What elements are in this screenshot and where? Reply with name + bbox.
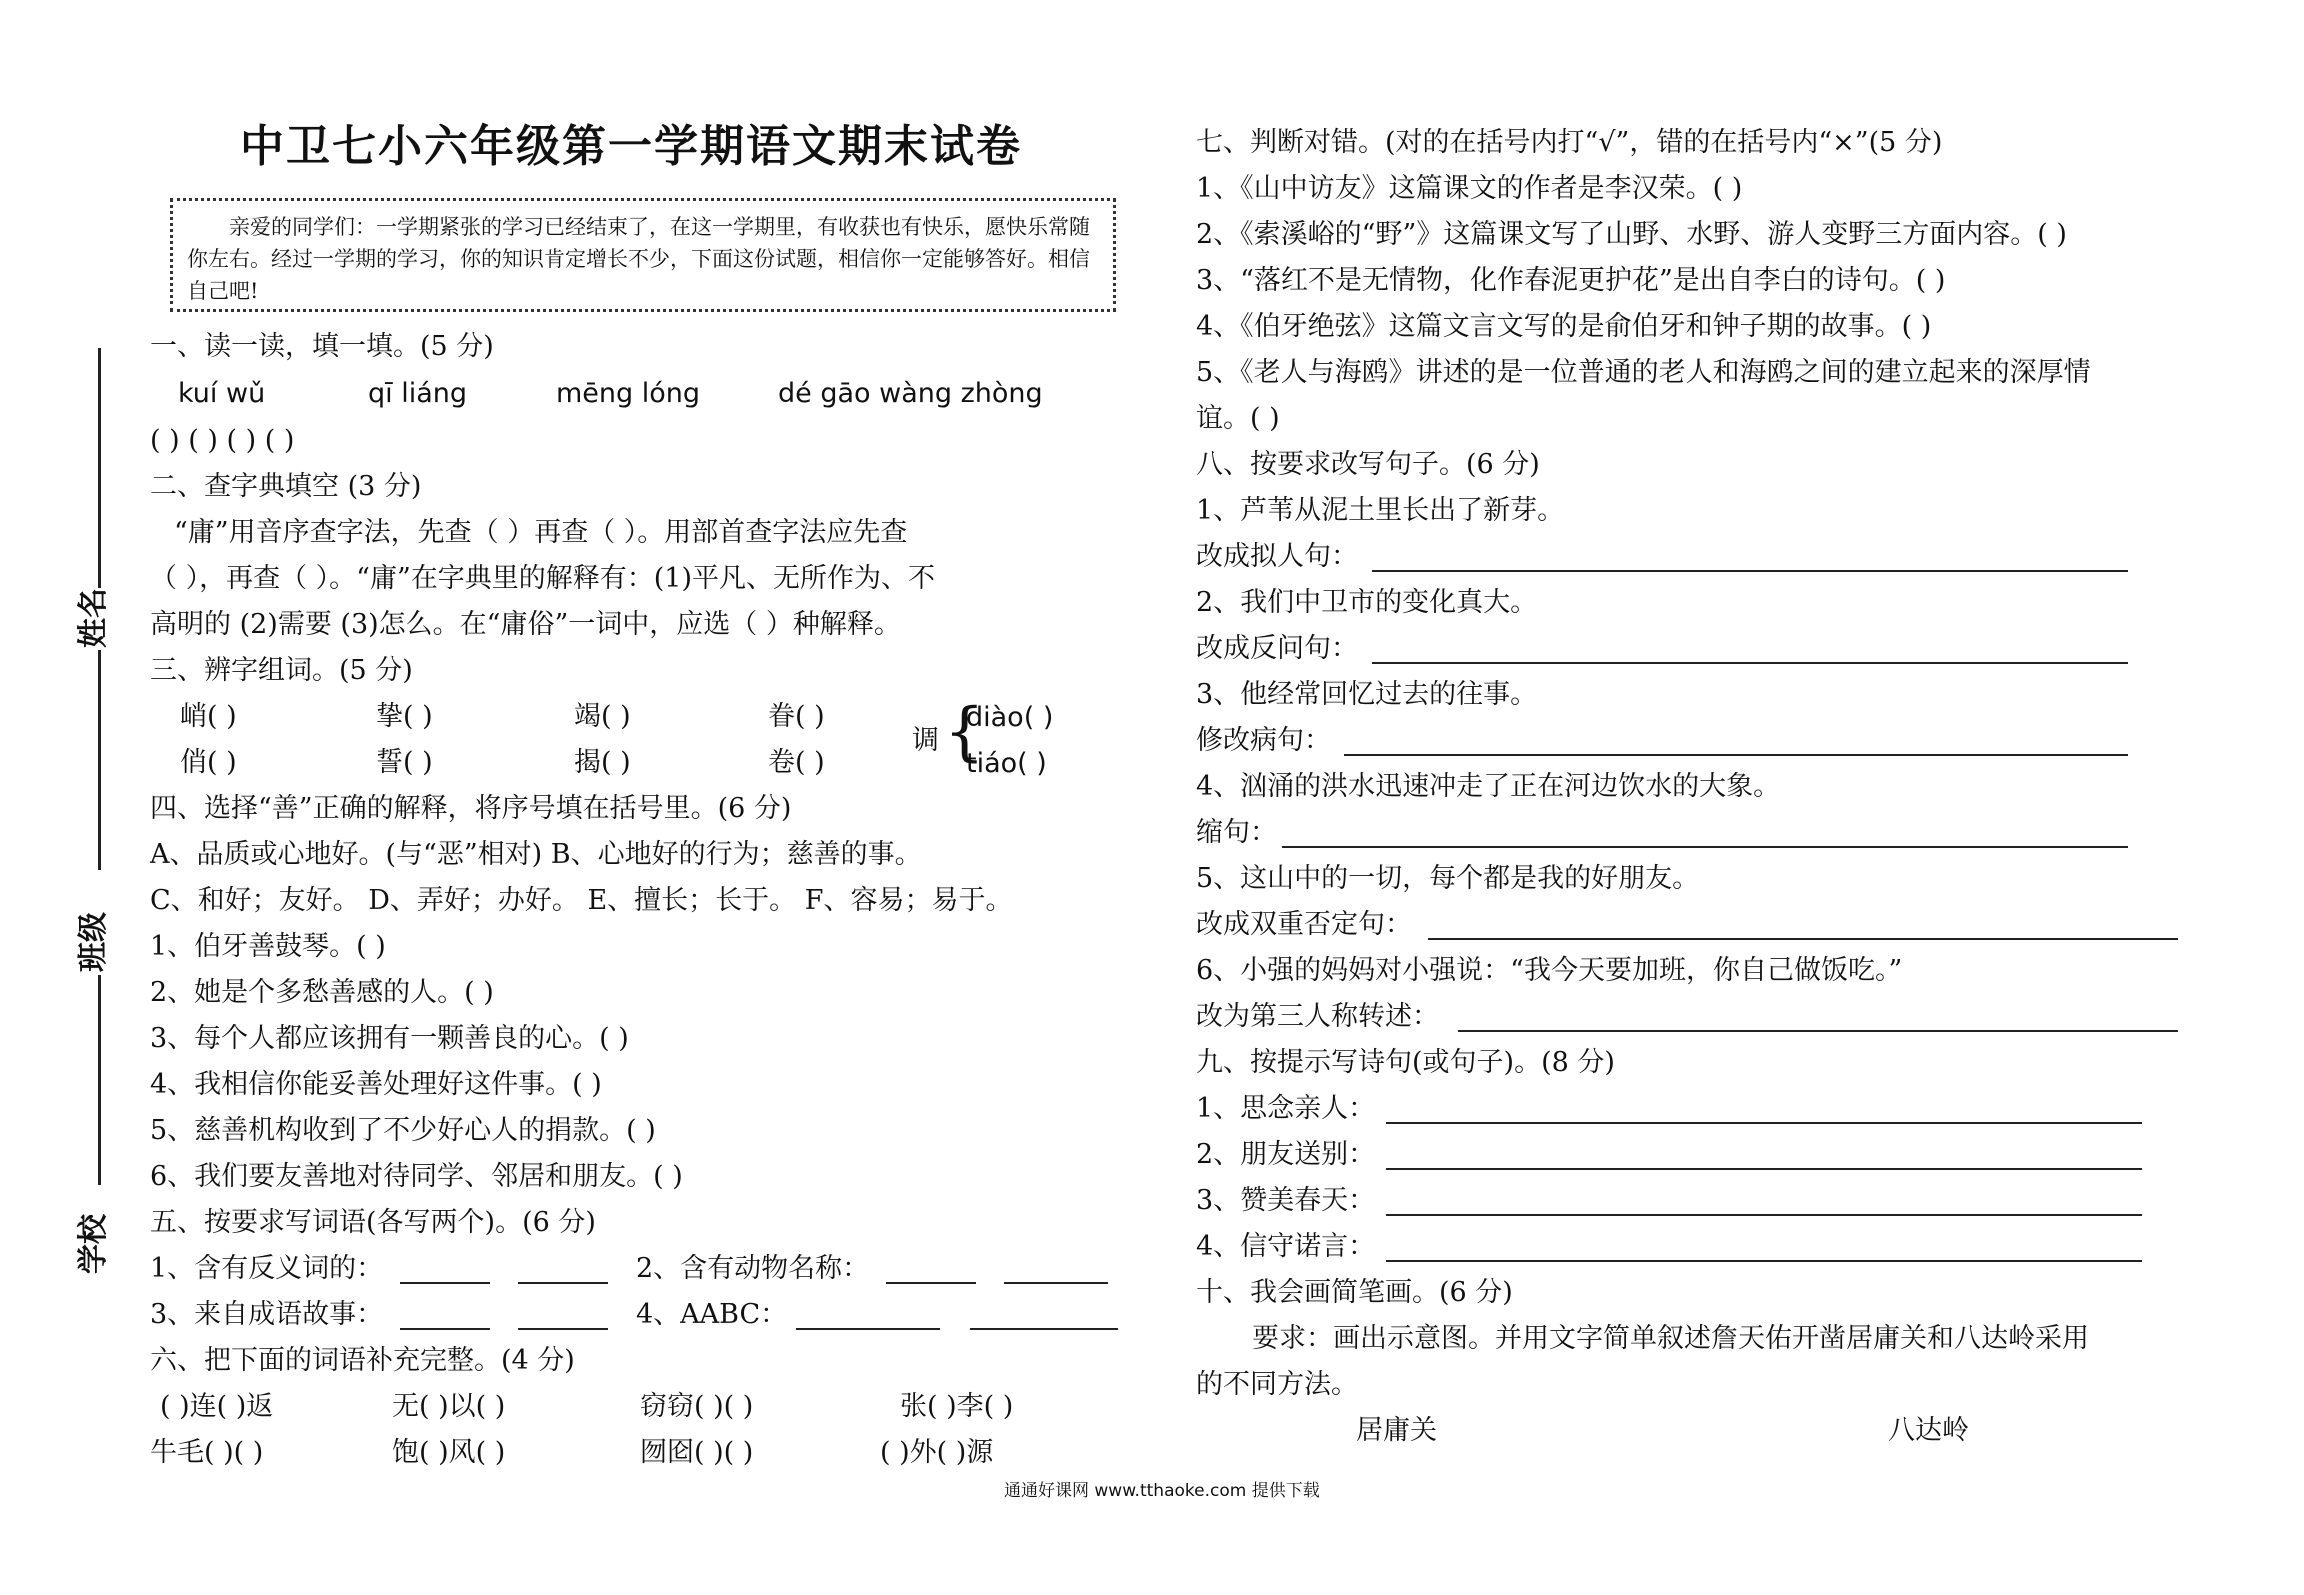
s5-q2-blank-2[interactable] [1004,1282,1108,1284]
s8-a3-label: 修改病句： [1196,725,1331,756]
s9-q2: 2、朋友送别： [1196,1139,1376,1170]
s9-q3: 3、赞美春天： [1196,1185,1376,1216]
s5-q1-blank-2[interactable] [518,1282,608,1284]
s4-options-cf: C、和好；友好。 D、弄好；办好。 E、擅长；长于。 F、容易；易于。 [150,885,1013,916]
s1-answer-brackets[interactable]: ( ) ( ) ( ) ( ) [150,425,295,456]
s7-q5-cont[interactable]: 谊。( ) [1196,403,1280,434]
s3-heading: 三、辨字组词。(5 分) [150,655,413,686]
s7-q1[interactable]: 1、《山中访友》这篇课文的作者是李汉荣。( ) [1196,173,1743,204]
s6-r1-2[interactable]: 无( )以( ) [392,1391,506,1422]
s6-r1-3[interactable]: 窃窃( )( ) [640,1391,754,1422]
s5-q3: 3、来自成语故事： [150,1299,384,1330]
s1-pinyin-4: dé gāo wàng zhòng [778,378,1043,409]
s3-word-2a[interactable]: 挚( ) [376,701,433,732]
exam-title: 中卫七小六年级第一学期语文期末试卷 [240,121,1022,172]
s5-q3-blank-2[interactable] [518,1328,608,1330]
side-line-2 [98,650,101,870]
s7-heading: 七、判断对错。(对的在括号内打“√”，错的在括号内“×”(5 分) [1196,127,1943,158]
s4-q4[interactable]: 4、我相信你能妥善处理好这件事。( ) [150,1069,602,1100]
s8-a1-blank[interactable] [1372,570,2128,572]
s2-heading: 二、查字典填空 (3 分) [150,471,422,502]
s3-word-1a[interactable]: 峭( ) [180,701,237,732]
s2-line-3: 高明的 (2)需要 (3)怎么。在“庸俗”一词中，应选（ ）种解释。 [150,609,901,640]
s4-q3[interactable]: 3、每个人都应该拥有一颗善良的心。( ) [150,1023,629,1054]
s10-label-juyongguan: 居庸关 [1356,1415,1437,1446]
s8-a3-blank[interactable] [1344,754,2128,756]
s2-line-2: （ ），再查（ ）。“庸”在字典里的解释有：(1)平凡、无所作为、不 [150,563,936,594]
s9-q4: 4、信守诺言： [1196,1231,1376,1262]
s8-a5-label: 改成双重否定句： [1196,909,1412,940]
s3-word-3a[interactable]: 竭( ) [574,701,631,732]
side-label-school: 学校 [76,1214,111,1274]
s3-word-4a[interactable]: 眷( ) [768,701,825,732]
s4-options-ab: A、品质或心地好。(与“恶”相对) B、心地好的行为；慈善的事。 [150,839,922,870]
s5-q4-blank-2[interactable] [970,1328,1118,1330]
s5-heading: 五、按要求写词语(各写两个)。(6 分) [150,1207,596,1238]
s8-a5-blank[interactable] [1428,938,2178,940]
s8-a2-label: 改成反问句： [1196,633,1358,664]
s9-a2-blank[interactable] [1386,1168,2142,1170]
s9-a4-blank[interactable] [1386,1260,2142,1262]
s9-a1-blank[interactable] [1386,1122,2142,1124]
s3-diao-char: 调 [912,725,939,756]
s1-pinyin-1: kuí wǔ [178,378,266,409]
s6-r2-3[interactable]: 囫囵( )( ) [640,1437,754,1468]
s10-req-2: 的不同方法。 [1196,1369,1358,1400]
s8-a6-blank[interactable] [1458,1030,2178,1032]
s3-word-2b[interactable]: 誓( ) [376,747,433,778]
s4-q2[interactable]: 2、她是个多愁善感的人。( ) [150,977,494,1008]
s8-q6: 6、小强的妈妈对小强说：“我今天要加班，你自己做饭吃。” [1196,955,1903,986]
s10-req-1: 要求：画出示意图。并用文字简单叙述詹天佑开凿居庸关和八达岭采用 [1252,1323,2089,1354]
s4-q6[interactable]: 6、我们要友善地对待同学、邻居和朋友。( ) [150,1161,683,1192]
s3-word-3b[interactable]: 揭( ) [574,747,631,778]
s9-heading: 九、按提示写诗句(或句子)。(8 分) [1196,1047,1615,1078]
s7-q2[interactable]: 2、《索溪峪的“野”》这篇课文写了山野、水野、游人变野三方面内容。( ) [1196,219,2067,250]
s1-pinyin-3: mēng lóng [556,378,701,409]
s3-brace: { [944,695,985,769]
side-line-1 [98,348,101,588]
s2-line-1: “庸”用音序查字法，先查（ ）再查（ ）。用部首查字法应先查 [174,517,908,548]
s5-q3-blank-1[interactable] [400,1328,490,1330]
s5-q4: 4、AABC： [636,1299,788,1330]
side-label-class: 班级 [76,912,111,972]
s4-q5[interactable]: 5、慈善机构收到了不少好心人的捐款。( ) [150,1115,656,1146]
s4-heading: 四、选择“善”正确的解释，将序号填在括号里。(6 分) [150,793,792,824]
s1-pinyin-2: qī liáng [368,378,468,409]
s5-q2: 2、含有动物名称： [636,1253,870,1284]
s6-r2-1[interactable]: 牛毛( )( ) [150,1437,264,1468]
s8-q4: 4、汹涌的洪水迅速冲走了正在河边饮水的大象。 [1196,771,1781,802]
footer-credit: 通通好课网 www.tthaoke.com 提供下载 [1004,1481,1320,1501]
s6-r1-1[interactable]: ( )连( )返 [160,1391,274,1422]
side-label-name: 姓名 [76,588,111,648]
s9-q1: 1、思念亲人： [1196,1093,1376,1124]
s5-q4-blank-1[interactable] [796,1328,940,1330]
s7-q3[interactable]: 3、“落红不是无情物，化作春泥更护花”是出自李白的诗句。( ) [1196,265,1946,296]
s8-a4-blank[interactable] [1282,846,2128,848]
s7-q5[interactable]: 5、《老人与海鸥》讲述的是一位普通的老人和海鸥之间的建立起来的深厚情 [1196,357,2091,388]
s1-heading: 一、读一读，填一填。(5 分) [150,331,494,362]
s10-label-badaling: 八达岭 [1888,1415,1969,1446]
s8-q1: 1、芦苇从泥土里长出了新芽。 [1196,495,1565,526]
s8-a2-blank[interactable] [1372,662,2128,664]
s3-diao-1[interactable]: diào( ) [966,702,1054,733]
s8-heading: 八、按要求改写句子。(6 分) [1196,449,1540,480]
s4-q1[interactable]: 1、伯牙善鼓琴。( ) [150,931,386,962]
s10-heading: 十、我会画简笔画。(6 分) [1196,1277,1513,1308]
s6-heading: 六、把下面的词语补充完整。(4 分) [150,1345,575,1376]
s5-q2-blank-1[interactable] [886,1282,976,1284]
s8-a6-label: 改为第三人称转述： [1196,1001,1439,1032]
s8-a4-label: 缩句： [1196,817,1277,848]
s8-q5: 5、这山中的一切，每个都是我的好朋友。 [1196,863,1700,894]
s5-q1-blank-1[interactable] [400,1282,490,1284]
s3-word-4b[interactable]: 卷( ) [768,747,825,778]
s7-q4[interactable]: 4、《伯牙绝弦》这篇文言文写的是俞伯牙和钟子期的故事。( ) [1196,311,1932,342]
intro-box: 亲爱的同学们：一学期紧张的学习已经结束了，在这一学期里，有收获也有快乐，愿快乐常随你左右。经过一学期的学习，你的知识肯定增长不少，下面这份试题，相信你一定能够答好。相信自己吧! [170,198,1116,312]
s9-a3-blank[interactable] [1386,1214,2142,1216]
s6-r1-4[interactable]: 张( )李( ) [900,1391,1014,1422]
side-line-3 [98,975,101,1185]
s6-r2-4[interactable]: ( )外( )源 [880,1437,994,1468]
s8-a1-label: 改成拟人句： [1196,541,1358,572]
s8-q2: 2、我们中卫市的变化真大。 [1196,587,1538,618]
s3-word-1b[interactable]: 俏( ) [180,747,237,778]
s8-q3: 3、他经常回忆过去的往事。 [1196,679,1538,710]
s3-diao-2[interactable]: tiáo( ) [966,748,1047,779]
s6-r2-2[interactable]: 饱( )风( ) [392,1437,506,1468]
s5-q1: 1、含有反义词的： [150,1253,384,1284]
